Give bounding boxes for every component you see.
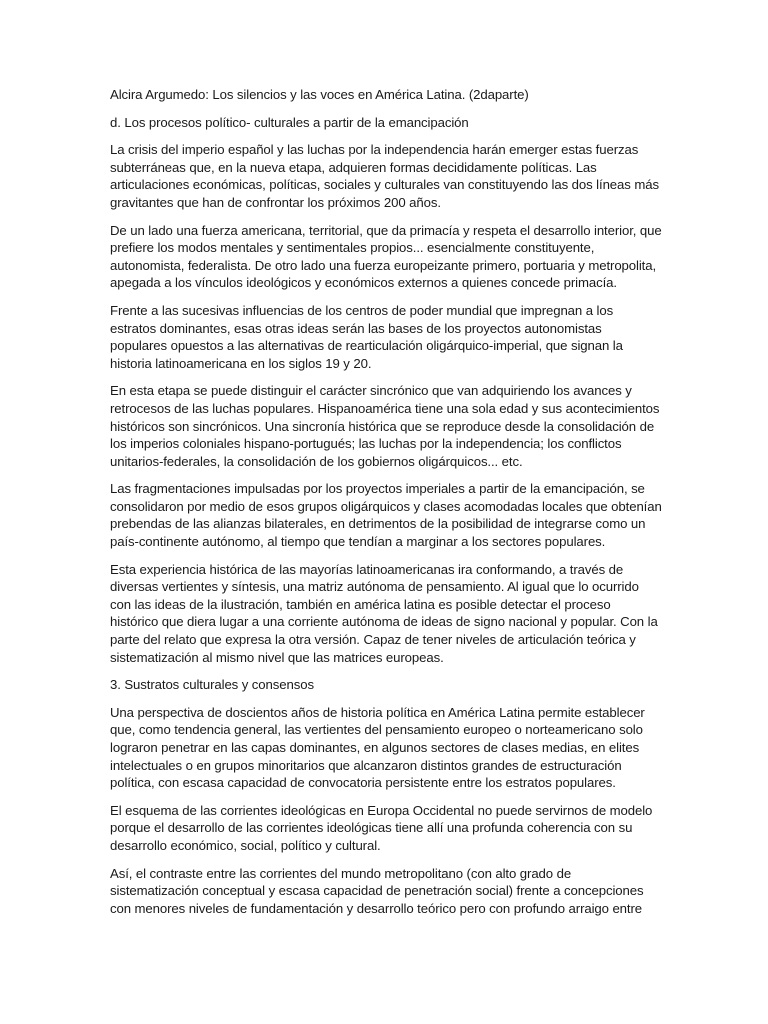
paragraph: Frente a las sucesivas influencias de los centros de poder mundial que impregnan a los estratos dominantes, esas otras ideas serán las bases de los proyectos autonomistas populares opuestos a las alternativas de rearticulación oligárquico-imperial, que signan la historia latinoamericana en los siglos 19 y 20.	[110, 302, 623, 371]
document-page	[110, 86, 662, 927]
paragraph: En esta etapa se puede distinguir el carácter sincrónico que van adquiriendo los avances y retrocesos de las luchas populares. Hispanoamérica tiene una sola edad y sus acontecimientos históricos son sincrónicos. Una sincronía histórica que se reproduce desde la consolidación de los imperios coloniales hispano-portugués; las luchas por la independencia; los conflictos unitarios-federales, la consolidación de los gobiernos oligárquicos... etc.	[110, 383, 660, 469]
paragraph: De un lado una fuerza americana, territorial, que da primacía y respeta el desarrollo interior, que prefiere los modos mentales y sentimentales propios... esencialmente constituyente, autonomista, federalista. De otro lado una fuerza europeizante primero, portuaria y metropolita, apegada a los vínculos ideológicos y económicos externos a quienes concede primacía.	[110, 222, 662, 291]
document-title-line: Alcira Argumedo: Los silencios y las voces en América Latina. (2daparte)	[110, 87, 529, 102]
section-d-heading: d. Los procesos político- culturales a partir de la emancipación	[110, 114, 469, 130]
paragraph: Una perspectiva de doscientos años de historia política en América Latina permite establecer que, como tendencia general, las vertientes del pensamiento europeo o norteamericano solo lograron penetrar en las capas dominantes, en algunos sectores de clases medias, en elites intelectuales o en grupos minoritarios que alcanzaron distintos grandes de estructuración política, con escasa capacidad de convocatoria persistente entre los estratos populares.	[110, 704, 645, 791]
section-3-heading: 3. Sustratos culturales y consensos	[110, 677, 314, 693]
paragraph: Así, el contraste entre las corrientes del mundo metropolitano (con alto grado de sistematización conceptual y escasa capacidad de penetración social) frente a concepciones con menores niveles de fundamentación y desarrollo teórico pero con profundo arraigo entre	[110, 865, 644, 916]
paragraph: Las fragmentaciones impulsadas por los proyectos imperiales a partir de la emancipación, se consolidaron por medio de esos grupos oligárquicos y clases acomodadas locales que obtenían prebendas de las alianzas bilaterales, en detrimentos de la posibilidad de integrarse como un país-continente autónomo, al tiempo que tendían a marginar a los sectores populares.	[110, 481, 662, 550]
paragraph: El esquema de las corrientes ideológicas en Europa Occidental no puede servirnos de modelo porque el desarrollo de las corrientes ideológicas tiene allí una profunda coherencia con su desarrollo económico, social, político y cultural.	[110, 802, 653, 853]
paragraph: La crisis del imperio español y las luchas por la independencia harán emerger estas fuerzas subterráneas que, en la nueva etapa, adquieren formas decididamente políticas. Las articulaciones económicas, políticas, sociales y culturales van constituyendo las dos líneas más gravitantes que han de confrontar los próximos 200 años.	[110, 142, 659, 210]
paragraph: Esta experiencia histórica de las mayorías latinoamericanas ira conformando, a través de diversas vertientes y síntesis, una matriz autónoma de pensamiento. Al igual que lo ocurrido con las ideas de la ilustración, también en américa latina es posible detectar el proceso histórico que diera lugar a una corriente autónoma de ideas de signo nacional y popular. Con la parte del relato que expresa la otra versión. Capaz de tener niveles de articulación teórica y sistematización al mismo nivel que las matrices europeas.	[110, 561, 658, 665]
